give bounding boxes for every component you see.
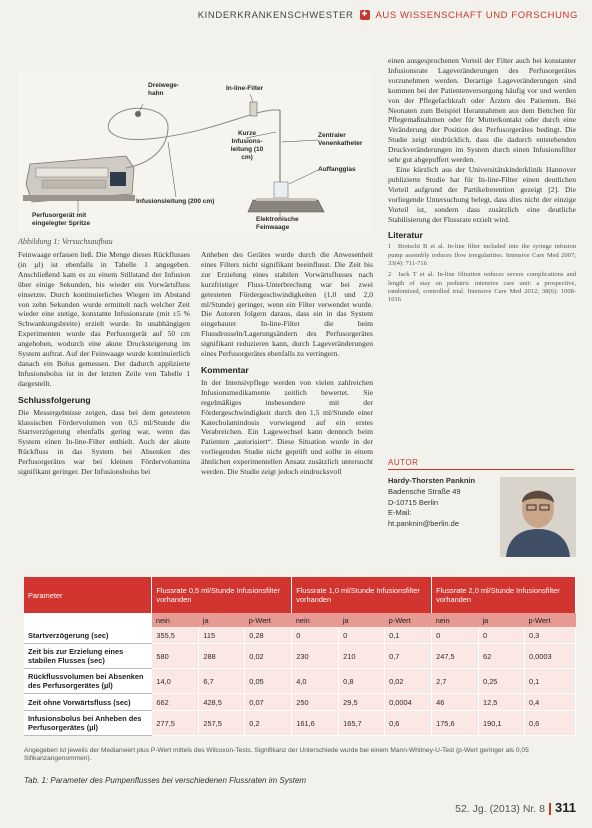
table-cell: 230	[292, 644, 339, 669]
table-footnote: Angegeben ist jeweils der Medianwert plus P-Wert mittels des Wilcoxon-Tests. Signifikanz der Unterschiede wurde bei einem Mann-Whitney-U-Test (p-Wert geringer als 0,05 Sifikanzangenommen).	[24, 747, 529, 763]
page-number: 311	[555, 800, 576, 815]
label-dreiwegehahn: Dreiwege-hahn	[148, 82, 180, 97]
table-cell: 0,6	[385, 711, 432, 736]
table-subheader-row	[24, 613, 576, 627]
label-leitung: Infusionsleitung (200 cm)	[136, 198, 215, 205]
table-cell: 0,3	[524, 627, 575, 644]
page-folio	[455, 800, 576, 815]
heading-schlussfolgerung: Schlussfolgerung	[18, 394, 91, 405]
table-cell: 0,25	[479, 669, 525, 694]
table-cell: 165,7	[339, 711, 385, 736]
column-group-header: Flussrate 2,0 ml/Stunde Infusionsfilter vorhanden	[432, 577, 576, 613]
column-header: ja	[199, 613, 245, 627]
label-kurze-leitung: Kurze Infusions-leitung (10 cm)	[230, 130, 264, 161]
column-header	[24, 613, 152, 627]
row-label: Zeit ohne Vorwärtsfluss (sec)	[24, 694, 152, 711]
table-cell: 62	[479, 644, 525, 669]
syringe-pump-icon	[23, 156, 135, 202]
table-row	[24, 694, 576, 711]
table-cell: 175,6	[432, 711, 479, 736]
heading-literatur: Literatur	[388, 230, 423, 241]
table-row	[24, 627, 576, 644]
table-cell: 0,05	[245, 669, 292, 694]
author-city: D-10715 Berlin	[388, 497, 439, 507]
author-email[interactable]: ht.panknin@berlin.de	[388, 519, 459, 529]
paragraph: Anheben des Gerätes wurde durch die Anwesenheit eines Filters nicht signifikant beeinflusst. Die Zeit bis zur Erzielung eines stabilen Vorwärtsflusses nach kurzfristiger Fluss-Unterbrechung war bei zwei getesteten Fördergeschwindigkeiten (1,0 und 2,0 ml/Stunde) geringer, wenn ein Filter verwendet wurde. Die Autoren folgern daraus, dass ein in das System eingebauter In-line-Filter die beim Flussdrosseln/Lagerungsändern des Perfusorgerätes signifikant reduzieren kann, durch Lageveränderungen eines Perfusorgerätes ebenfalls zu verringern.	[201, 250, 373, 359]
author-email-label: E-Mail:	[388, 508, 412, 518]
table-row	[24, 711, 576, 736]
table-caption: Tab. 1: Parameter des Pumpenflusses bei verschiedenen Flussraten im System	[24, 776, 307, 785]
column-header: p-Wert	[385, 613, 432, 627]
table-cell: 277,5	[152, 711, 199, 736]
row-label: Zeit bis zur Erzielung eines stabilen Flusses (sec)	[24, 644, 152, 669]
author-photo	[500, 477, 576, 557]
column-header: p-Wert	[245, 613, 292, 627]
table-cell: 0	[479, 627, 525, 644]
row-label: Startverzögerung (sec)	[24, 627, 152, 644]
label-filter: In-line-Filter	[226, 85, 264, 92]
table-cell: 4,0	[292, 669, 339, 694]
table-cell: 428,5	[199, 694, 245, 711]
table-cell: 0,0003	[524, 644, 575, 669]
author-name: Hardy-Thorsten Panknin	[388, 476, 476, 485]
table-cell: 0,8	[339, 669, 385, 694]
table-row	[24, 669, 576, 694]
paragraph: Die Messergebnisse zeigen, dass bei dem getesteten klassischen Fördervolumen von 0,5 ml/Stunde die Startverzögerung ebenfalls gering war, wenn das System einen In-line-Filter enthielt. Auch der akute Rückfluss in das System bei Absenken des Perfusorgerätes war bei kleinen Fördervolumina signifikant geringer. Der Infusionsbolus bei	[18, 407, 190, 477]
table-cell: 0,02	[245, 644, 292, 669]
running-header	[198, 10, 578, 21]
table-cell: 0,0004	[385, 694, 432, 711]
row-label: Rückflussvolumen bei Absenken des Perfusorgerätes (µl)	[24, 669, 152, 694]
label-waage: Elektronische Feinwaage	[256, 216, 299, 231]
paragraph: In der Intensivpflege werden von vielen zahlreichen Infusionsmedikamente zeitlich bewertet. Sie regelmäßiges insbesondere mit der Fördergeschwindigkeit durch den 1,5 ml/Stunde einer Katecholamindosis vorwiegend auf ein erstes Verabreichen. Ein Lagewechsel kann dennoch beim Patienten „autorisiert“. Diese Situation wurde in der vorliegenden Studie nicht geprüft und sollte in einem ähnlichen experimentellen Ansatz zusätzlich untersucht werden. Die Studie zeigt jedoch eindrucksvoll	[201, 377, 373, 477]
paragraph: Feinwaage erfassen ließ. Die Menge dieses Rückflusses (in µl) ist ebenfalls in Tabelle 1 angegeben. Anschließend kam es zu einem Stillstand der Infusion über einige Sekunden, bis wieder ein Vorwärtsfluss einsetzte. Durch kontinuierliches Wiegen im Abstand von zehn Sekunden wurde ermittelt nach welcher Zeit wieder eine stetige, konstante Infusionsrate (mit ±5 % Schwankungsbreite) erzielt wurde. In unabhängigen Experimenten wurde das Perfusorgerät auf 50 cm angehoben, wodurch eine akute Drucksteigerung im System auftrat. Auf der Feinwaage wurde kontinuierlich danach ein Bolus gemessen. Der dadurch appliziertе Infusionsbolus ist in der letzten Zeile von Tabelle 1 dargestellt.	[18, 250, 190, 388]
table-header-row	[24, 577, 576, 613]
column-1	[18, 250, 190, 477]
divider	[388, 469, 574, 470]
table-cell: 46	[432, 694, 479, 711]
beaker-icon	[274, 182, 288, 198]
filter-icon	[250, 102, 257, 116]
table-cell: 247,5	[432, 644, 479, 669]
column-header: ja	[479, 613, 525, 627]
table-cell: 0,28	[245, 627, 292, 644]
column-header: nein	[152, 613, 199, 627]
results-table	[24, 577, 576, 736]
paragraph: einen ausgesprochenen Vorteil der Filter auch bei konstanter Infusionsrate Lageveränderungen des Perfusorgerätes vorzunehmen werden. Derartige Lageveränderungen sind kommen bei der Patientenversorgung häufig vor und werden von der Pflegefachkraft oder Ärzten des Patienten. Bei Neonaten zum Beispiel Herannahmen aus dem Bettchen für Pflegemaßnahmen oder für Mutterkontakt oder durch eine Veränderung der Position des Perfusorgerätes bedingt. Die Studie zeigt eindrücklich, dass die dadurch entstehenden Druckveränderungen im System durch einen Infusionsfilter sehr gut abgepuffert werden.	[388, 56, 576, 165]
stopcock-icon	[135, 111, 141, 117]
figure-versuchsaufbau	[18, 72, 373, 232]
table-cell: 2,7	[432, 669, 479, 694]
label-perfusor: Perfusorgerät mit eingelegter Spritze	[32, 212, 91, 227]
column-header: nein	[432, 613, 479, 627]
column-2	[201, 250, 373, 477]
table-1	[24, 577, 576, 736]
author-street: Badensche Straße 49	[388, 486, 461, 496]
table-cell: 14,0	[152, 669, 199, 694]
column-group-header: Flussrate 0,5 ml/Stunde Infusionsfilter vorhanden	[152, 577, 292, 613]
table-cell: 257,5	[199, 711, 245, 736]
journal-name: KINDERKRANKENSCHWESTER	[197, 10, 354, 21]
column-header: nein	[292, 613, 339, 627]
table-cell: 288	[199, 644, 245, 669]
table-cell: 0,1	[524, 669, 575, 694]
table-cell: 0,6	[524, 711, 575, 736]
table-cell: 0,07	[245, 694, 292, 711]
table-cell: 29,5	[339, 694, 385, 711]
column-header: ja	[339, 613, 385, 627]
table-cell: 0,02	[385, 669, 432, 694]
column-header: p-Wert	[524, 613, 575, 627]
table-cell: 161,6	[292, 711, 339, 736]
reference-1: 1 Brotschi B et al. In-line filter included into the syringe infusion pump assembly reduces flow irregularities. Intensive Care Med 2007; 33(4): 711-716	[388, 243, 576, 267]
heading-kommentar: Kommentar	[201, 364, 249, 375]
row-label: Infusionsbolus bei Anheben des Perfusorgerätes (µl)	[24, 711, 152, 736]
table-cell: 662	[152, 694, 199, 711]
label-auffangglas: Auffangglas	[318, 166, 356, 173]
scale-icon	[248, 200, 324, 212]
reference-2: 2 Jack T et al. In-line filtration reduces severe complications and length of stay on pediatric intensive care unit: a prospective, randomized, controlled trial. Intensive Care Med 2012; 38(6): 1008-1016	[388, 271, 576, 304]
table-cell: 0,7	[385, 644, 432, 669]
table-cell: 580	[152, 644, 199, 669]
table-cell: 0	[432, 627, 479, 644]
table-cell: 0	[292, 627, 339, 644]
table-cell: 355,5	[152, 627, 199, 644]
table-cell: 0,4	[524, 694, 575, 711]
table-cell: 0,2	[245, 711, 292, 736]
table-cell: 210	[339, 644, 385, 669]
table-cell: 12,5	[479, 694, 525, 711]
divider	[549, 803, 551, 815]
table-cell: 0,1	[385, 627, 432, 644]
column-header: Parameter	[24, 577, 152, 613]
paragraph: Eine kürzlich aus der Universitätskinderklinik Hannover publizierte Studie hat für In-line-Filter einen deutlichen Vorteil aufgrund der Partikelretention gezeigt [2]. Die vorliegende Untersuchung belegt, dass dies nicht der einzige Vorteil ist, sondern dass zusätzlich eine deutliche Stabilisierung der Flussrate erzielt wird.	[388, 164, 576, 224]
table-cell: 6,7	[199, 669, 245, 694]
section-name: AUS WISSENSCHAFT UND FORSCHUNG	[375, 10, 578, 21]
table-cell: 250	[292, 694, 339, 711]
table-row	[24, 644, 576, 669]
setup-diagram	[18, 72, 373, 232]
issue-info: 52. Jg. (2013) Nr. 8	[455, 803, 546, 815]
column-3	[388, 56, 576, 304]
author-contact	[388, 476, 475, 530]
label-zvk: Zentraler Venenkatheter	[318, 132, 363, 147]
table-cell: 190,1	[479, 711, 525, 736]
author-label: AUTOR	[388, 458, 419, 467]
table-cell: 0	[339, 627, 385, 644]
column-group-header: Flussrate 1,0 ml/Stunde Infusionsfilter vorhanden	[292, 577, 432, 613]
table-cell: 115	[199, 627, 245, 644]
journal-logo-icon: ✚	[361, 11, 368, 19]
figure-caption: Abbildung 1: Versuchsaufbau	[18, 237, 113, 246]
